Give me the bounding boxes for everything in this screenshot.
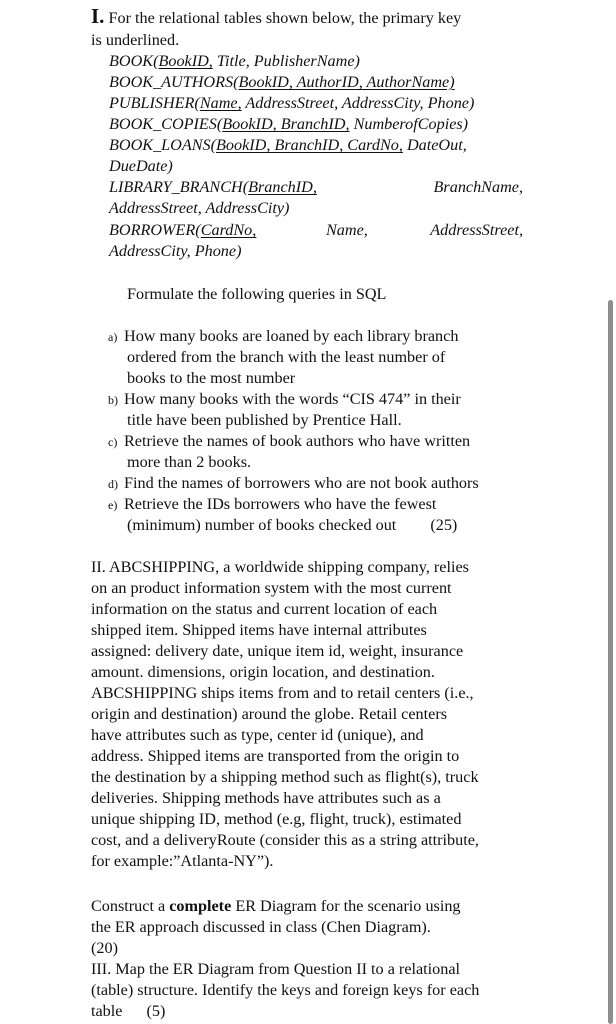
q2-line: amount. dimensions, origin location, and destination. — [91, 663, 435, 681]
q1-intro-line-1 — [91, 6, 461, 29]
query-e-line-2: (minimum) number of books checked out (25) — [127, 516, 458, 534]
query-a-marker: a) — [108, 330, 118, 344]
q2-line: II. ABCSHIPPING, a worldwide shipping company, relies — [91, 558, 469, 576]
q1-intro-line-2: is underlined. — [91, 31, 180, 49]
q1-points: (25) — [430, 516, 458, 534]
q2-line: ABCSHIPPING ships items from and to retail centers (i.e., — [91, 684, 474, 702]
query-a-line-2: ordered from the branch with the least number of — [127, 348, 446, 366]
q2-line: information on the status and current location of each — [91, 600, 438, 618]
query-b-line-1: b) How many books with the words “CIS 474” in their — [108, 389, 461, 411]
q2-line: unique shipping ID, method (e.g, flight, truck), estimated — [91, 810, 462, 828]
q2-points: (20) — [91, 939, 118, 957]
q2-line: have attributes such as type, center id (unique), and — [91, 726, 424, 744]
q3-points: (5) — [146, 1002, 166, 1020]
q2-construct-line-2: the ER approach discussed in class (Chen Diagram). — [91, 918, 431, 936]
schema-borrower: BORROWER(CardNo, Name, AddressStreet, — [109, 221, 523, 239]
schema-book-authors: BOOK_AUTHORS(BookID, AuthorID, AuthorName) — [109, 73, 455, 91]
schema-publisher: PUBLISHER(Name, AddressStreet, AddressCity, Phone) — [109, 94, 475, 112]
schema-book: BOOK(BookID, Title, PublisherName) — [109, 52, 360, 70]
q2-line: shipped item. Shipped items have internal attributes — [91, 621, 427, 639]
q1-intro-text: For the relational tables shown below, the primary key — [108, 9, 462, 27]
schema-book-loans-cont: DueDate) — [109, 157, 173, 175]
query-e-line-1: e) Retrieve the IDs borrowers who have the fewest — [108, 494, 436, 516]
q1-number: I. — [91, 4, 105, 28]
q2-line: deliveries. Shipping methods have attributes such as a — [91, 789, 441, 807]
q2-construct-line-1: Construct a complete ER Diagram for the scenario using — [91, 897, 461, 915]
schema-borrower-cont: AddressCity, Phone) — [109, 242, 242, 260]
query-a-line-3: books to the most number — [127, 369, 296, 387]
q2-line: the destination by a shipping method such as flight(s), truck — [91, 768, 479, 786]
schema-library-branch: LIBRARY_BRANCH(BranchID, BranchName, — [109, 178, 523, 196]
query-a-line-1: a) How many books are loaned by each library branch — [108, 326, 525, 348]
query-e-marker: e) — [108, 498, 118, 512]
q2-line: cost, and a deliveryRoute (consider this as a string attribute, — [91, 831, 479, 849]
query-c-line-1: c) Retrieve the names of book authors who have written — [108, 431, 470, 453]
schema-library-branch-cont: AddressStreet, AddressCity) — [109, 199, 290, 217]
q2-line: assigned: delivery date, unique item id, weight, insurance — [91, 642, 464, 660]
query-d-line-1: d) Find the names of borrowers who are not book authors — [108, 473, 479, 495]
schema-book-loans: BOOK_LOANS(BookID, BranchID, CardNo, DateOut, — [109, 136, 467, 154]
query-c-marker: c) — [108, 435, 118, 449]
query-b-marker: b) — [108, 393, 118, 407]
query-b-line-2: title have been published by Prentice Hall. — [127, 411, 402, 429]
q3-line-2: (table) structure. Identify the keys and foreign keys for each — [91, 981, 480, 999]
query-d-marker: d) — [108, 477, 118, 491]
q2-line: address. Shipped items are transported from the origin to — [91, 747, 460, 765]
schema-book-copies: BOOK_COPIES(BookID, BranchID, NumberofCopies) — [109, 115, 469, 133]
formulate-heading: Formulate the following queries in SQL — [127, 285, 387, 303]
q2-line: for example:”Atlanta-NY”). — [91, 852, 274, 870]
q3-line-3: table (5) — [91, 1002, 166, 1020]
q2-line: on an product information system with the most current — [91, 579, 452, 597]
q2-line: origin and destination) around the globe. Retail centers — [91, 705, 448, 723]
q3-line-1: III. Map the ER Diagram from Question II to a relational — [91, 960, 461, 978]
query-c-line-2: more than 2 books. — [127, 453, 252, 471]
vertical-scrollbar[interactable] — [608, 300, 613, 1024]
